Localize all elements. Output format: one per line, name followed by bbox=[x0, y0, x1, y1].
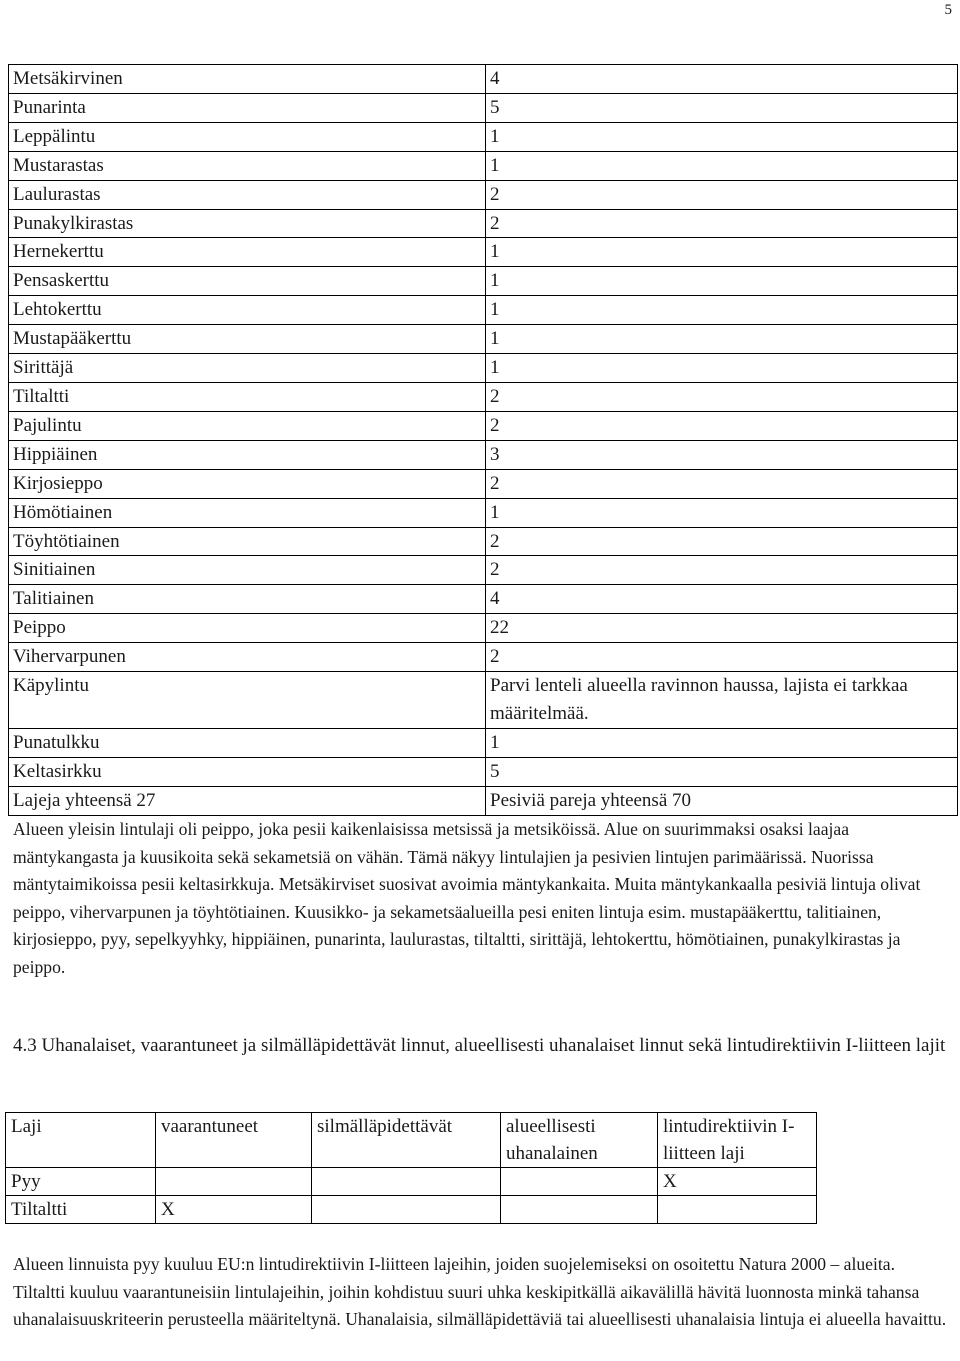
bird-table-total-row bbox=[9, 786, 958, 815]
count-cell: 2 bbox=[486, 180, 958, 209]
status-cell bbox=[501, 1168, 658, 1196]
species-cell: Tiltaltti bbox=[9, 382, 486, 411]
bird-row bbox=[9, 382, 958, 411]
total-pairs-cell: Pesiviä pareja yhteensä 70 bbox=[486, 786, 958, 815]
bird-count-table-body bbox=[9, 65, 958, 787]
species-cell: Hernekerttu bbox=[9, 238, 486, 267]
bird-row bbox=[9, 411, 958, 440]
bird-count-table bbox=[8, 64, 958, 816]
status-cell: X bbox=[156, 1196, 312, 1224]
species-cell: Metsäkirvinen bbox=[9, 65, 486, 94]
bird-row bbox=[9, 209, 958, 238]
bird-row bbox=[9, 527, 958, 556]
threat-status-table bbox=[5, 1112, 817, 1224]
species-cell: Hömötiainen bbox=[9, 498, 486, 527]
bird-row bbox=[9, 65, 958, 94]
bird-row bbox=[9, 93, 958, 122]
count-cell: 1 bbox=[486, 498, 958, 527]
count-cell: 5 bbox=[486, 757, 958, 786]
bird-row bbox=[9, 757, 958, 786]
species-cell: Punarinta bbox=[9, 93, 486, 122]
species-cell: Käpylintu bbox=[9, 672, 486, 729]
count-cell: 2 bbox=[486, 643, 958, 672]
threat-status-header-row bbox=[6, 1113, 817, 1168]
bird-row bbox=[9, 556, 958, 585]
status-cell bbox=[501, 1196, 658, 1224]
count-cell: 1 bbox=[486, 354, 958, 383]
species-cell: Vihervarpunen bbox=[9, 643, 486, 672]
bird-row bbox=[9, 585, 958, 614]
bird-row bbox=[9, 238, 958, 267]
bird-row bbox=[9, 267, 958, 296]
status-cell: Pyy bbox=[6, 1168, 156, 1196]
bird-row bbox=[9, 180, 958, 209]
bird-row bbox=[9, 151, 958, 180]
status-cell: Tiltaltti bbox=[6, 1196, 156, 1224]
status-cell bbox=[312, 1168, 501, 1196]
status-cell bbox=[658, 1196, 817, 1224]
count-cell: 2 bbox=[486, 556, 958, 585]
threat-status-row bbox=[6, 1196, 817, 1224]
species-cell: Leppälintu bbox=[9, 122, 486, 151]
species-cell: Laulurastas bbox=[9, 180, 486, 209]
species-cell: Peippo bbox=[9, 614, 486, 643]
species-cell: Mustarastas bbox=[9, 151, 486, 180]
status-cell bbox=[312, 1196, 501, 1224]
bird-row bbox=[9, 614, 958, 643]
bird-row bbox=[9, 354, 958, 383]
status-cell: X bbox=[658, 1168, 817, 1196]
total-species-cell: Lajeja yhteensä 27 bbox=[9, 786, 486, 815]
section-heading: 4.3 Uhanalaiset, vaarantuneet ja silmälläpidettävät linnut, alueellisesti uhanalaiset linnut sekä lintudirektiivin I-liitteen lajit bbox=[13, 1035, 946, 1056]
count-cell: 1 bbox=[486, 728, 958, 757]
species-cell: Sinitiainen bbox=[9, 556, 486, 585]
bird-row bbox=[9, 296, 958, 325]
species-cell: Lehtokerttu bbox=[9, 296, 486, 325]
count-cell: 2 bbox=[486, 469, 958, 498]
bird-row bbox=[9, 325, 958, 354]
count-cell: 2 bbox=[486, 209, 958, 238]
summary-paragraph: Alueen yleisin lintulaji oli peippo, joka pesii kaikenlaisissa metsissä ja metsiköissä. Alue on suurimmaksi osaksi laajaa mäntykangasta ja kuusikoita sekä sekametsiä on vähän. Tämä näkyy lintulajien ja pesivien lintujen parimäärissä. Nuorissa mäntytaimikoissa pesii keltasirkkuja. Metsäkirviset suosivat avoimia mäntykankaita. Muita mäntykankaalla pesiviä lintuja olivat peippo, vihervarpunen ja töyhtötiainen. Kuusikko- ja sekametsäalueilla pesi eniten lintuja esim. mustapääkerttu, talitiainen, kirjosieppo, pyy, sepelkyyhky, hippiäinen, punarinta, laulurastas, tiltaltti, sirittäjä, lehtokerttu, hömötiainen, punakylkirastas ja peippo. bbox=[13, 819, 921, 977]
header-silmallapidettavat: silmälläpidettävät bbox=[312, 1113, 501, 1168]
bird-row bbox=[9, 643, 958, 672]
species-cell: Mustapääkerttu bbox=[9, 325, 486, 354]
species-cell: Punatulkku bbox=[9, 728, 486, 757]
count-cell: 22 bbox=[486, 614, 958, 643]
species-cell: Kirjosieppo bbox=[9, 469, 486, 498]
count-cell: 5 bbox=[486, 93, 958, 122]
count-cell: 2 bbox=[486, 527, 958, 556]
header-vaarantuneet: vaarantuneet bbox=[156, 1113, 312, 1168]
bird-row bbox=[9, 469, 958, 498]
bird-row bbox=[9, 728, 958, 757]
count-cell: 4 bbox=[486, 65, 958, 94]
header-laji: Laji bbox=[6, 1113, 156, 1168]
count-cell: 3 bbox=[486, 440, 958, 469]
count-cell: 1 bbox=[486, 122, 958, 151]
count-cell: 1 bbox=[486, 296, 958, 325]
header-lintudirektiivi: lintudirektiivin I-liitteen laji bbox=[658, 1113, 817, 1168]
bird-row bbox=[9, 440, 958, 469]
species-cell: Töyhtötiainen bbox=[9, 527, 486, 556]
status-cell bbox=[156, 1168, 312, 1196]
bird-row bbox=[9, 672, 958, 729]
species-cell: Pajulintu bbox=[9, 411, 486, 440]
threat-status-row bbox=[6, 1168, 817, 1196]
count-cell: 1 bbox=[486, 238, 958, 267]
species-cell: Talitiainen bbox=[9, 585, 486, 614]
species-cell: Pensaskerttu bbox=[9, 267, 486, 296]
count-cell: 2 bbox=[486, 382, 958, 411]
species-cell: Hippiäinen bbox=[9, 440, 486, 469]
count-cell: 1 bbox=[486, 267, 958, 296]
species-cell: Punakylkirastas bbox=[9, 209, 486, 238]
header-alueellisesti-uhanalainen: alueellisesti uhanalainen bbox=[501, 1113, 658, 1168]
count-cell: 1 bbox=[486, 325, 958, 354]
bird-row bbox=[9, 498, 958, 527]
count-cell: 2 bbox=[486, 411, 958, 440]
count-cell: 4 bbox=[486, 585, 958, 614]
conclusion-paragraph: Alueen linnuista pyy kuuluu EU:n lintudirektiivin I-liitteen lajeihin, joiden suojelemiseksi on osoitettu Natura 2000 – alueita. Tiltaltti kuuluu vaarantuneisiin lintulajeihin, joihin kohdistuu suuri uhka keskipitkällä aikavälillä hävitä luonnosta minkä tahansa uhanalaisuuskriteerin perusteella määriteltynä. Uhanalaisia, silmälläpidettäviä tai alueellisesti uhanalaisia lintuja ei alueella havaittu. bbox=[13, 1254, 947, 1329]
count-cell: 1 bbox=[486, 151, 958, 180]
species-cell: Sirittäjä bbox=[9, 354, 486, 383]
species-cell: Keltasirkku bbox=[9, 757, 486, 786]
count-cell: Parvi lenteli alueella ravinnon haussa, lajista ei tarkkaa määritelmää. bbox=[486, 672, 958, 729]
bird-row bbox=[9, 122, 958, 151]
page-number: 5 bbox=[944, 2, 952, 18]
